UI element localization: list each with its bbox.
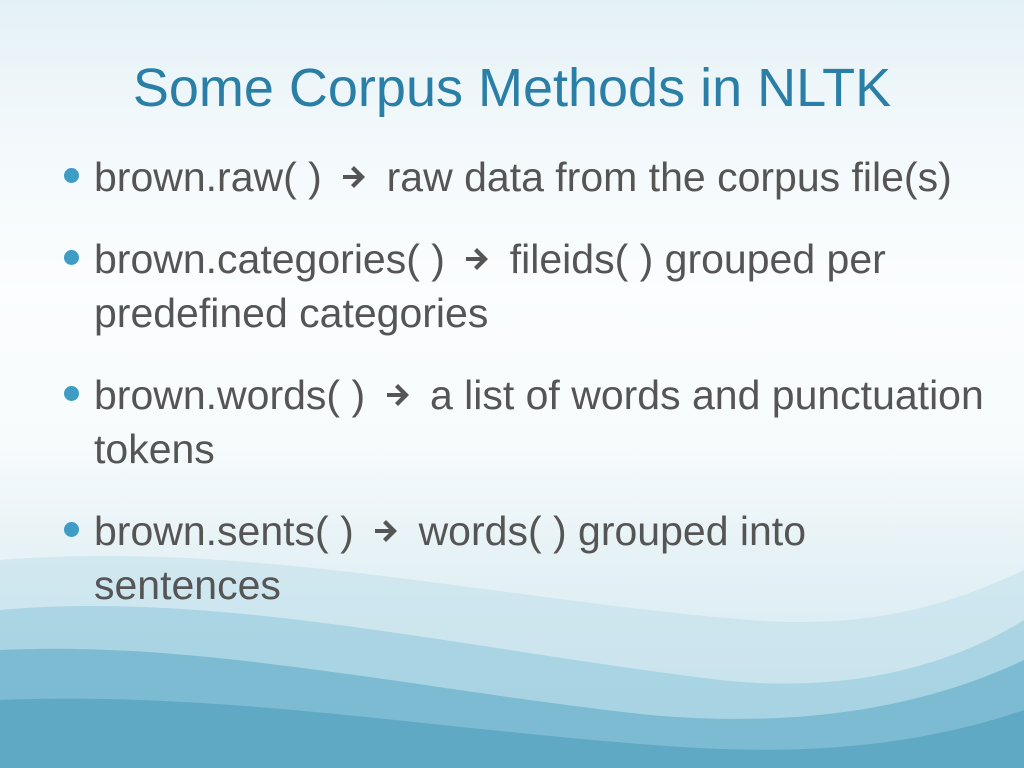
method-description: a list of words and punctuation tokens [94, 372, 984, 472]
bullet-list [58, 150, 988, 640]
right-arrow-icon [464, 247, 490, 271]
slide-title: Some Corpus Methods in NLTK [132, 58, 892, 118]
list-item [58, 504, 988, 612]
method-name: brown.words( ) [94, 372, 366, 418]
method-description: fileids( ) grouped per predefined categories [94, 236, 886, 336]
right-arrow-icon [385, 383, 411, 407]
method-name: brown.raw( ) [94, 154, 322, 200]
right-arrow-icon [373, 519, 399, 543]
list-item [58, 150, 988, 204]
bullet-dot-icon [64, 168, 79, 183]
method-name: brown.sents( ) [94, 508, 354, 554]
list-item [58, 368, 988, 476]
method-description: words( ) grouped into sentences [94, 508, 806, 608]
method-description: raw data from the corpus file(s) [386, 154, 952, 200]
bullet-dot-icon [64, 250, 79, 265]
list-item [58, 232, 988, 340]
method-name: brown.categories( ) [94, 236, 445, 282]
right-arrow-icon [341, 165, 367, 189]
bullet-dot-icon [64, 522, 79, 537]
bullet-dot-icon [64, 386, 79, 401]
